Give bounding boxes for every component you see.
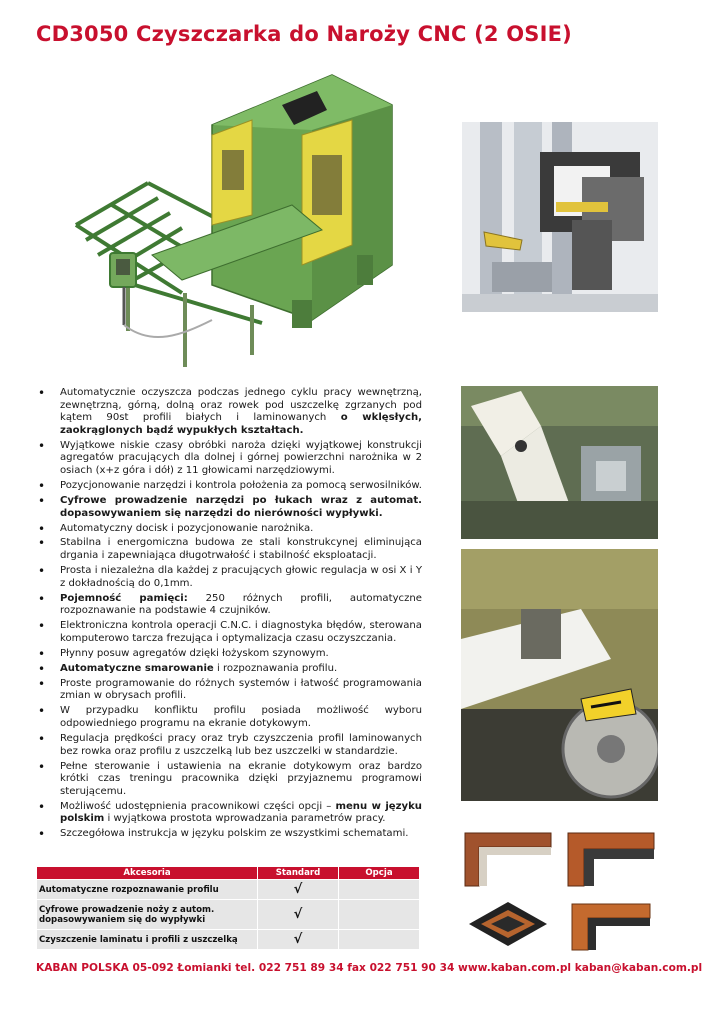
option-cell xyxy=(339,900,420,930)
feature-text-bold: menu w języku polskim xyxy=(60,800,422,825)
feature-list xyxy=(36,387,422,843)
table-header-standard: Standard xyxy=(258,867,339,880)
table-header-accessories: Akcesoria xyxy=(37,867,258,880)
feature-text: Automatycznie oczyszcza podczas jednego cyklu pracy wewnętrzną, zewnętrzną, górną, dolną oraz rowek pod uszczelkę zgrzanych pod kątem 90st profili białych i laminowanych xyxy=(60,387,422,424)
feature-item xyxy=(36,678,422,703)
feature-item xyxy=(36,593,422,618)
feature-text: Regulacja prędkości pracy oraz tryb czyszczenia profil laminowanych bez rowka oraz profilu z uszczelką lub bez uszczelki w standardzie. xyxy=(60,732,422,757)
feature-text: Prosta i niezależna dla każdej z pracujących głowic regulacja w osi X i Y z dokładnością do 0,1mm. xyxy=(60,565,422,589)
page-title: CD3050 Czyszczarka do Naroży CNC (2 OSIE) xyxy=(36,22,572,46)
profile-sample-4 xyxy=(564,896,658,954)
feature-text: Proste programowanie do różnych systemów i łatwość programowania zmian w obrysach profili. xyxy=(60,677,422,702)
standard-check: √ xyxy=(258,900,339,930)
feature-item xyxy=(36,801,422,826)
feature-item xyxy=(36,480,422,493)
accessories-table xyxy=(36,866,420,950)
feature-item xyxy=(36,620,422,645)
profile-sample-1 xyxy=(461,829,555,890)
feature-text: Pozycjonowanie narzędzi i kontrola położenia za pomocą serwosilników. xyxy=(60,479,422,491)
feature-text: i rozpoznawania profilu. xyxy=(213,662,338,674)
table-row xyxy=(37,880,420,900)
feature-item xyxy=(36,761,422,799)
contact-footer: KABAN POLSKA 05-092 Łomianki tel. 022 751 89 34 fax 022 751 90 34 www.kaban.com.pl kaban@kaban.com.pl xyxy=(36,962,703,974)
feature-item xyxy=(36,705,422,730)
feature-text: Elektroniczna kontrola operacji C.N.C. i diagnostyka błędów, sterowana komputerowo tarcza frezująca i optymalizacja czasu oczyszczania. xyxy=(60,620,422,644)
feature-text: Pełne sterowanie i ustawienia na ekranie dotykowym oraz bardzo krótki czas treningu pracownika dzięki przyjaznemu programowi sterującemu. xyxy=(60,760,422,797)
feature-item xyxy=(36,828,422,841)
feature-item xyxy=(36,565,422,590)
feature-item xyxy=(36,495,422,520)
table-row xyxy=(37,930,420,950)
feature-item xyxy=(36,648,422,661)
feature-text: Możliwość udostępnienia pracownikowi części opcji – xyxy=(60,800,336,812)
feature-text-bold: Pojemność pamięci: xyxy=(60,592,188,604)
table-row xyxy=(37,900,420,930)
feature-text: Wyjątkowe niskie czasy obróbki naroża dzięki wyjątkowej konstrukcji agregatów pracujących dla dolnej i górnej powierzchni narożnika w 2 osiach (x+z góra i dół) z 11 głowicami narzędziowymi. xyxy=(60,439,422,476)
feature-text: W przypadku konfliktu profilu posiada możliwość wyboru odpowiedniego programu na ekranie dotykowym. xyxy=(60,705,422,729)
feature-text: Szczegółowa instrukcja w języku polskim ze wszystkimi schematami. xyxy=(60,828,409,840)
feature-text: 250 różnych profili, automatyczne rozpoznawanie na podstawie 4 czujników. xyxy=(60,592,422,617)
feature-item xyxy=(36,663,422,676)
feature-text-bold: Automatyczne smarowanie xyxy=(60,662,214,674)
table-header-option: Opcja xyxy=(339,867,420,880)
accessory-name: Czyszczenie laminatu i profili z uszczelką xyxy=(37,930,258,950)
cad-tool-head-image xyxy=(462,122,658,312)
feature-text: Automatyczny docisk i pozycjonowanie narożnika. xyxy=(60,522,314,534)
feature-item xyxy=(36,440,422,478)
feature-text-bold: o wklęsłych, zaokrąglonych bądź wypukłych kształtach. xyxy=(60,412,422,436)
option-cell xyxy=(339,880,420,900)
feature-text: Płynny posuw agregatów dzięki łożyskom szynowym. xyxy=(60,647,329,659)
feature-text: i wyjątkowa prostota wprowadzania parametrów pracy. xyxy=(104,813,386,825)
feature-item xyxy=(36,387,422,437)
feature-item xyxy=(36,537,422,562)
standard-check: √ xyxy=(258,880,339,900)
profile-sample-2 xyxy=(564,829,658,890)
standard-check: √ xyxy=(258,930,339,950)
accessory-name: Automatyczne rozpoznawanie profilu xyxy=(37,880,258,900)
tool-photo-2 xyxy=(461,549,658,801)
profile-sample-3 xyxy=(461,896,555,954)
feature-item xyxy=(36,733,422,758)
tool-photo-1 xyxy=(461,386,658,539)
option-cell xyxy=(339,930,420,950)
accessory-name: Cyfrowe prowadzenie noży z autom. dopasowywaniem się do wypływki xyxy=(37,900,258,930)
feature-text-bold: Cyfrowe prowadzenie narzędzi po łukach wraz z automat. dopasowywaniem się narzędzi do nierówności wypływki. xyxy=(60,494,422,519)
feature-text: Stabilna i energomiczna budowa ze stali konstrukcynej eliminująca drgania i zapewniająca długotrwałość i stabilność eksploatacji. xyxy=(60,537,422,562)
feature-item xyxy=(36,523,422,536)
machine-illustration xyxy=(62,55,402,375)
